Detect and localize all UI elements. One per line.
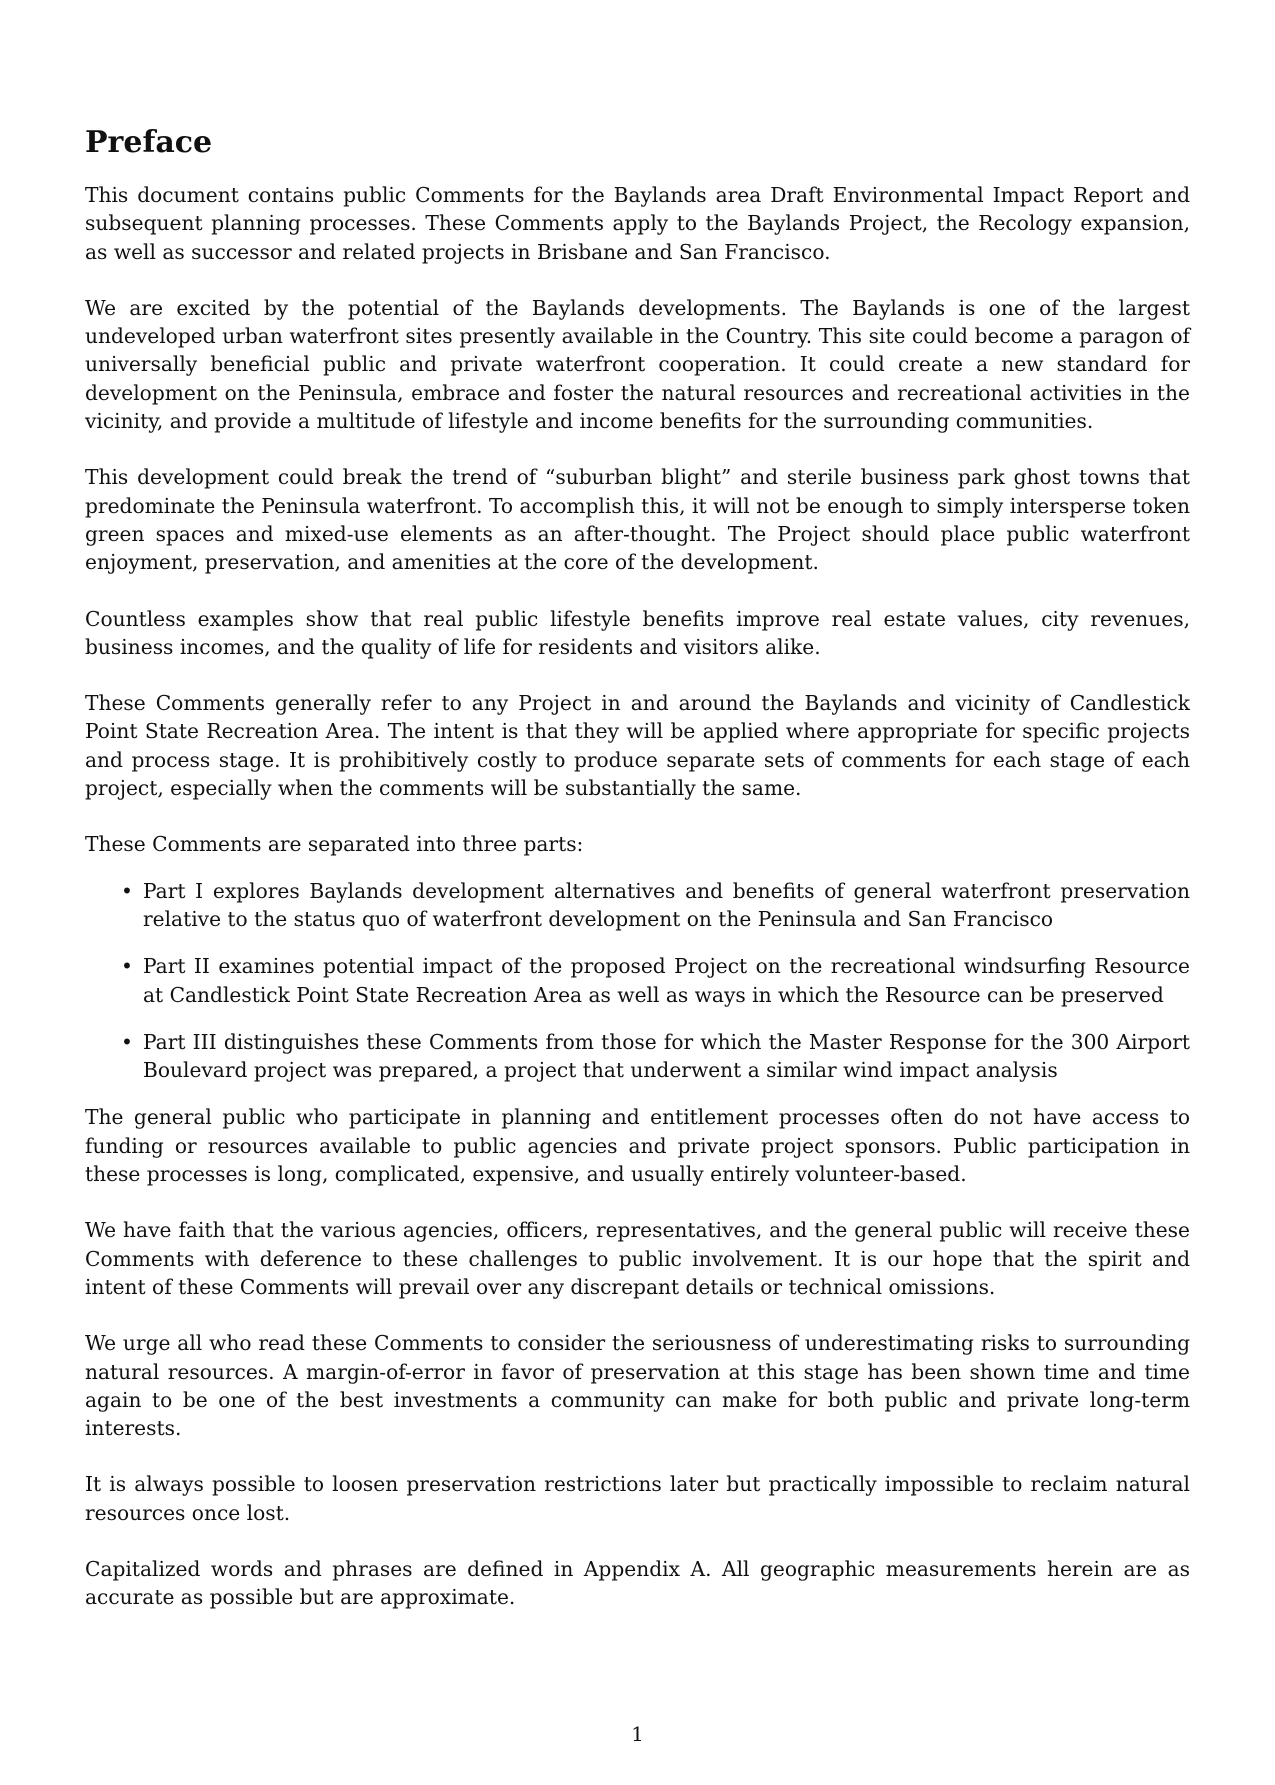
bullet-icon: • <box>121 1029 133 1054</box>
list-item-part-2 <box>85 952 1190 1009</box>
paragraph-loosen: It is always possible to loosen preservation restrictions later but practically impossible to reclaim natural resources once lost. <box>85 1472 1190 1525</box>
paragraph-benefits: Countless examples show that real public lifestyle benefits improve real estate values, city revenues, business incomes, and the quality of life for residents and visitors alike. <box>85 606 1190 659</box>
paragraph-scope: These Comments generally refer to any Project in and around the Baylands and vicinity of Candlestick Point State Recreation Area. The intent is that they will be applied where appropriate for specific projects and process stage. It is prohibitively costly to produce separate sets of comments for each stage of each project, especially when the comments will be substantially the same. <box>85 691 1190 801</box>
bullet-icon: • <box>121 878 133 903</box>
paragraph-public-participation: The general public who participate in planning and entitlement processes often do not have access to funding or resources available to public agencies and private project sponsors. Public participation in these processes is long, complicated, expensive, and usually entirely volunteer-based. <box>85 1105 1190 1187</box>
bullet-icon: • <box>121 954 133 979</box>
list-item-text: Part I explores Baylands development alternatives and benefits of general waterfront preservation relative to the status quo of waterfront development on the Peninsula and San Francisco <box>143 878 1190 931</box>
list-item-part-3 <box>85 1028 1190 1085</box>
parts-list <box>85 877 1190 1085</box>
paragraph-urge: We urge all who read these Comments to consider the seriousness of underestimating risks to surrounding natural resources. A margin-of-error in favor of preservation at this stage has been shown time and time again to be one of the best investments a community can make for both public and private long-term interests. <box>85 1331 1190 1441</box>
paragraph-intro: This document contains public Comments for the Baylands area Draft Environmental Impact Report and subsequent planning processes. These Comments apply to the Baylands Project, the Recology expansion, as well as successor and related projects in Brisbane and San Francisco. <box>85 183 1190 264</box>
list-item-text: Part III distinguishes these Comments from those for which the Master Response for the 300 Airport Boulevard project was prepared, a project that underwent a similar wind impact analysis <box>143 1029 1190 1083</box>
paragraph-definitions: Capitalized words and phrases are defined in Appendix A. All geographic measurements herein are as accurate as possible but are approximate. <box>85 1556 1190 1610</box>
list-item-text: Part II examines potential impact of the proposed Project on the recreational windsurfing Resource at Candlestick Point State Recreation Area as well as ways in which the Resource can be preserved <box>143 954 1190 1007</box>
section-title: Preface <box>85 125 213 160</box>
document-page <box>85 125 1190 1640</box>
page-number: 1 <box>631 1722 644 1746</box>
paragraph-parts-intro: These Comments are separated into three parts: <box>85 832 584 857</box>
paragraph-faith: We have faith that the various agencies, officers, representatives, and the general public will receive these Comments with deference to these challenges to public involvement. It is our hope that the spirit and intent of these Comments will prevail over any discrepant details or technical omissions. <box>85 1218 1190 1299</box>
paragraph-potential: We are excited by the potential of the Baylands developments. The Baylands is one of the largest undeveloped urban waterfront sites presently available in the Country. This site could become a paragon of universally beneficial public and private waterfront cooperation. It could create a new standard for development on the Peninsula, embrace and foster the natural resources and recreational activities in the vicinity, and provide a multitude of lifestyle and income benefits for the surrounding communities. <box>85 295 1190 434</box>
paragraph-suburban-blight: This development could break the trend of “suburban blight” and sterile business park ghost towns that predominate the Peninsula waterfront. To accomplish this, it will not be enough to simply intersperse token green spaces and mixed-use elements as an after-thought. The Project should place public waterfront enjoyment, preservation, and amenities at the core of the development. <box>85 465 1190 575</box>
list-item-part-1 <box>85 877 1190 934</box>
